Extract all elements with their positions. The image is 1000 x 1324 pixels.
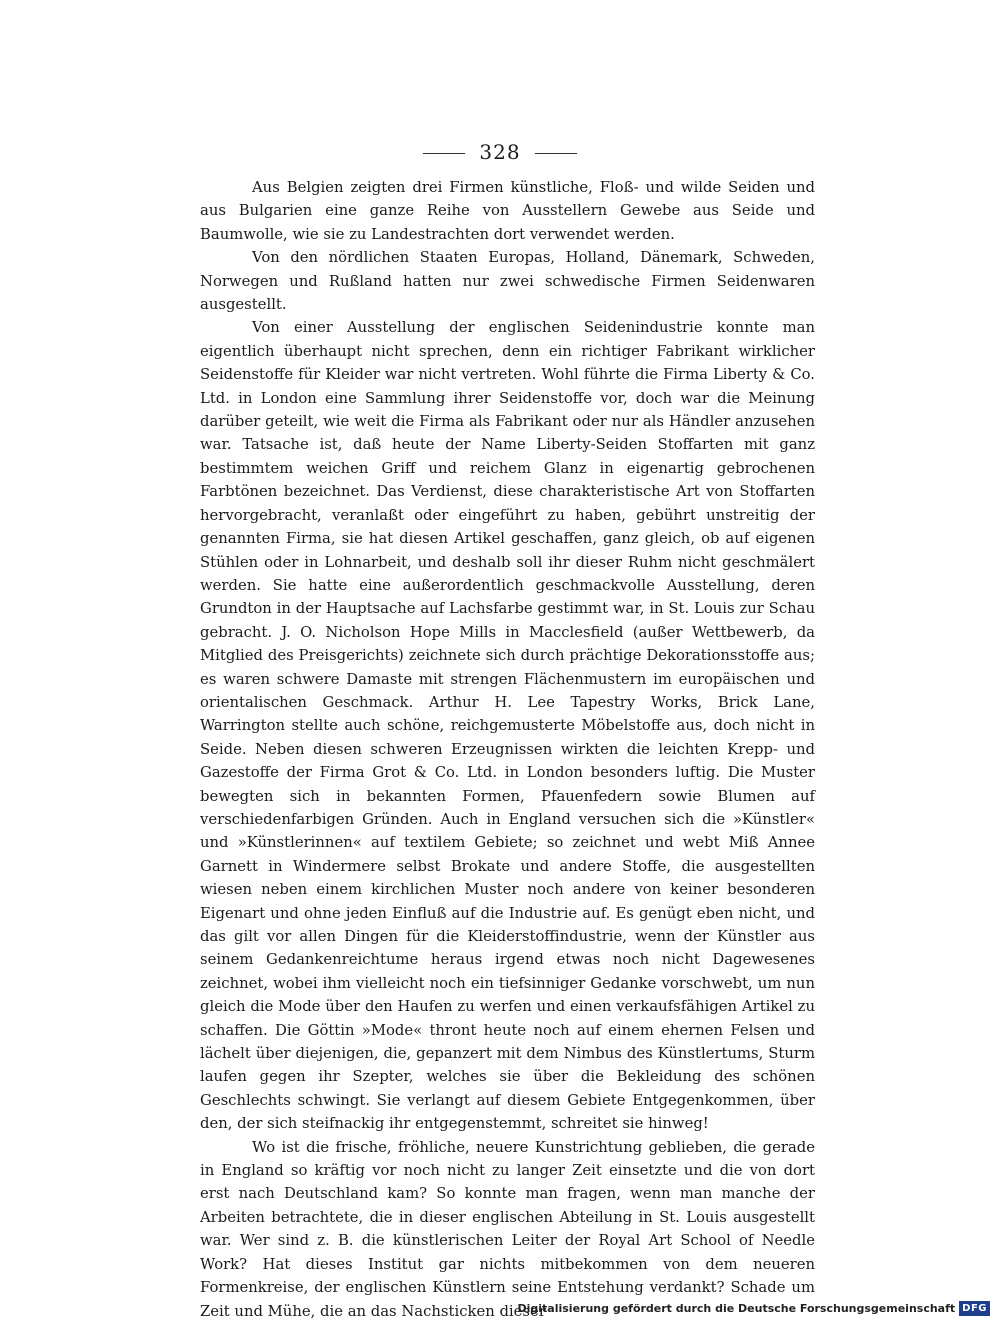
dfg-logo: DFG [959, 1301, 990, 1316]
paragraph: Aus Belgien zeigten drei Firmen künstliche, Floß- und wilde Seiden und aus Bulgarien eine ganze Reihe von Ausstellern Gewebe aus Seide und Baumwolle, wie sie zu Landestrachten dort verwendet werden. [200, 179, 815, 243]
paragraph: Von den nördlichen Staaten Europas, Holland, Dänemark, Schweden, Norwegen und Rußland hatten nur zwei schwedische Firmen Seidenwaren ausgestellt. [200, 249, 815, 314]
header-rule-right [535, 153, 577, 154]
digitization-footer [517, 1301, 990, 1316]
header-rule-left [423, 153, 465, 154]
body-text [200, 176, 815, 1323]
paragraph: Von einer Ausstellung der englischen Seidenindustrie konnte man eigentlich überhaupt nicht sprechen, denn ein richtiger Fabrikant wirklicher Seidenstoffe für Kleider war nicht vertreten. Wohl führte die Firma Liberty & Co. Ltd. in London eine Sammlung ihrer Seidenstoffe vor, doch war die Meinung darüber geteilt, wie weit die Firma als Fabrikant oder nur als Händler anzusehen war. Tatsache ist, daß heute der Name Liberty-Seiden Stoffarten mit ganz bestimmtem weichen Griff und reichem Glanz in eigenartig gebrochenen Farbtönen bezeichnet. Das Verdienst, diese charakteristische Art von Stoffarten hervorgebracht, veranlaßt oder eingeführt zu haben, gebührt unstreitig der genannten Firma, sie hat diesen Artikel geschaffen, ganz gleich, ob auf eigenen Stühlen oder in Lohnarbeit, und deshalb soll ihr dieser Ruhm nicht geschmälert werden. Sie hatte eine außerordentlich geschmackvolle Ausstellung, deren Grundton in der Hauptsache auf Lachsfarbe gestimmt war, in St. Louis zur Schau gebracht. J. O. Nicholson Hope Mills in Macclesfield (außer Wettbewerb, da Mitglied des Preisgerichts) zeichnete sich durch prächtige Dekorationsstoffe aus; es waren schwere Damaste mit strengen Flächenmustern im europäischen und orientalischen Geschmack. Arthur H. Lee Tapestry Works, Brick Lane, Warrington stellte auch schöne, reichgemusterte Möbelstoffe aus, doch nicht in Seide. Neben diesen schweren Erzeugnissen wirkten die leichten Krepp- und Gazestoffe der Firma Grot & Co. Ltd. in London besonders luftig. Die Muster bewegten sich in bekannten Formen, Pfauenfedern sowie Blumen auf verschiedenfarbigen Gründen. Auch in England versuchen sich die »Künstler« und »Künstlerinnen« auf textilem Gebiete; so zeichnet und webt Miß Annee Garnett in Windermere selbst Brokate und andere Stoffe, die ausgestellten wiesen neben einem kirchlichen Muster noch andere von keiner besonderen Eigenart und ohne jeden Einfluß auf die Industrie auf. Es genügt eben nicht, und das gilt vor allen Dingen für die Kleiderstoffindustrie, wenn der Künstler aus seinem Gedankenreichtume heraus irgend etwas noch nicht Dagewesenes zeichnet, wobei ihm vielleicht noch ein tiefsinniger Gedanke vorschwebt, um nun gleich die Mode über den Haufen zu werfen und einen verkaufsfähigen Artikel zu schaffen. Die Göttin »Mode« thront heute noch auf einem ehernen Felsen und lächelt über diejenigen, die, gepanzert mit dem Nimbus des Künstlertums, Sturm laufen gegen ihr Szepter, welches sie über die Bekleidung des schönen Geschlechts schwingt. Sie verlangt auf diesem Gebiete Entgegenkommen, über den, der sich steifnackig ihr entgegenstemmt, schreitet sie hinweg! [200, 319, 815, 1133]
footer-text: Digitalisierung gefördert durch die Deutsche Forschungsgemeinschaft [517, 1302, 956, 1315]
paragraph: Wo ist die frische, fröhliche, neuere Kunstrichtung geblieben, die gerade in England so kräftig vor noch nicht zu langer Zeit einsetzte und die von dort erst nach Deutschland kam? So konnte man fragen, wenn man manche der Arbeiten betrachtete, die in dieser englischen Abteilung in St. Louis ausgestellt war. Wer sind z. B. die künstlerischen Leiter der Royal Art School of Needle Work? Hat dieses Institut gar nichts mitbekommen von dem neueren Formenkreise, der englischen Künstlern seine Entstehung verdankt? Schade um Zeit und Mühe, die an das Nachsticken dieser [200, 1138, 815, 1320]
page-number: 328 [479, 140, 521, 164]
page-header [0, 140, 1000, 164]
